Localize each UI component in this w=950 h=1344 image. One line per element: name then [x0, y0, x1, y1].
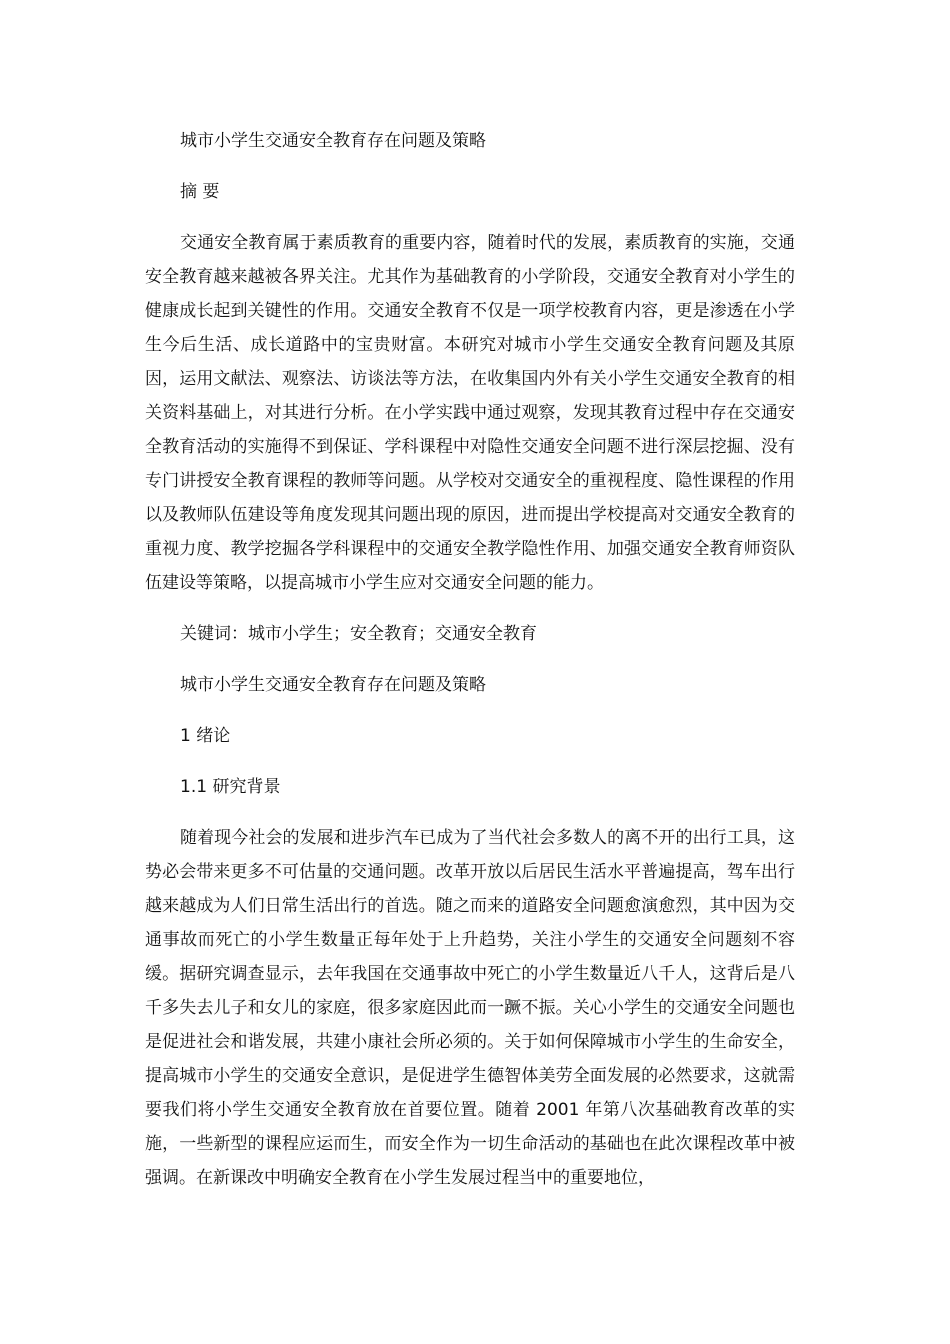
abstract-heading: 摘 要 — [180, 182, 220, 202]
chapter-heading: 1 绪论 — [180, 726, 231, 746]
background-paragraph: 随着现今社会的发展和进步汽车已成为了当代社会多数人的离不开的出行工具，这势必会带来更多不可估量的交通问题。改革开放以后居民生活水平普遍提高，驾车出行越来越成为人们日常生活出行的首选。随之而来的道路安全问题愈演愈烈，其中因为交通事故而死亡的小学生数量正每年处于上升趋势，关注小学生的交通安全问题刻不容缓。据研究调查显示，去年我国在交通事故中死亡的小学生数量近八千人，这背后是八千多失去儿子和女儿的家庭，很多家庭因此而一蹶不振。关心小学生的交通安全问题也是促进社会和谐发展，共建小康社会所必须的。关于如何保障城市小学生的生命安全，提高城市小学生的交通安全意识，是促进学生德智体美劳全面发展的必然要求，这就需要我们将小学生交通安全教育放在首要位置。随着 2001 年第八次基础教育改革的实施，一些新型的课程应运而生，而安全作为一切生命活动的基础也在此次课程改革中被强调。在新课改中明确安全教育在小学生发展过程当中的重要地位， — [145, 828, 795, 1188]
document-page — [145, 124, 795, 1195]
keywords-line: 关键词：城市小学生；安全教育；交通安全教育 — [180, 624, 537, 644]
document-title: 城市小学生交通安全教育存在问题及策略 — [180, 131, 486, 151]
repeated-title: 城市小学生交通安全教育存在问题及策略 — [180, 675, 486, 695]
section-heading: 1.1 研究背景 — [180, 777, 281, 797]
abstract-paragraph: 交通安全教育属于素质教育的重要内容，随着时代的发展，素质教育的实施，交通安全教育越来越被各界关注。尤其作为基础教育的小学阶段，交通安全教育对小学生的健康成长起到关键性的作用。交通安全教育不仅是一项学校教育内容，更是渗透在小学生今后生活、成长道路中的宝贵财富。本研究对城市小学生交通安全教育问题及其原因，运用文献法、观察法、访谈法等方法，在收集国内外有关小学生交通安全教育的相关资料基础上，对其进行分析。在小学实践中通过观察，发现其教育过程中存在交通安全教育活动的实施得不到保证、学科课程中对隐性交通安全问题不进行深层挖掘、没有专门讲授安全教育课程的教师等问题。从学校对交通安全的重视程度、隐性课程的作用以及教师队伍建设等角度发现其问题出现的原因，进而提出学校提高对交通安全教育的重视力度、教学挖掘各学科课程中的交通安全教学隐性作用、加强交通安全教育师资队伍建设等策略，以提高城市小学生应对交通安全问题的能力。 — [145, 233, 795, 593]
